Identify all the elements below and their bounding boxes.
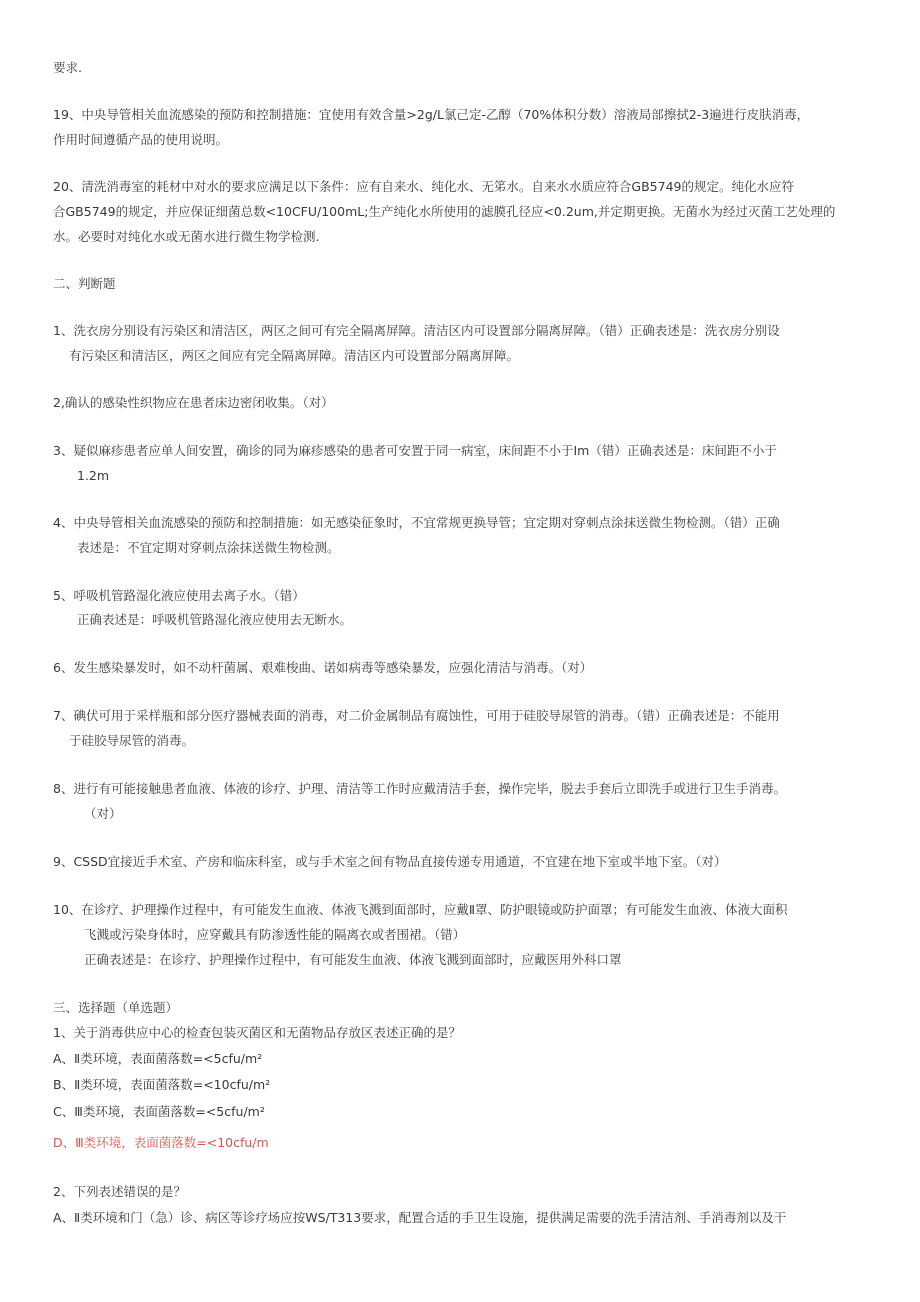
fill-item-20-line-2: 合GB5749的规定，并应保证细菌总数<10CFU/100mL;生产纯化水所使用的滤膜孔径应<0.2um,并定期更换。无菌水为经过灭菌工艺处理的 [53, 204, 836, 219]
tf-item-1-line-2: 有污染区和清洁区，两区之间应有完全隔离屏障。清洁区内可设置部分隔离屏障。 [69, 348, 520, 363]
mc-question-1-option-b: B、Ⅱ类环境，表面菌落数=<10cfu/m² [53, 1077, 271, 1092]
tf-item-7-line-1: 7、碘伏可用于采样瓶和部分医疗器械表面的消毒，对二价金属制品有腐蚀性，可用于硅胶导尿管的消毒。（错）正确表述是：不能用 [53, 708, 780, 723]
mc-question-2-option-a: A、Ⅱ类环境和门（急）诊、病区等诊疗场应按WS/T313要求，配置合适的手卫生设施，提供满足需要的洗手清洁剂、手消毒剂以及干 [53, 1210, 787, 1225]
mc-question-1-option-d-answer: D、Ⅲ类环境，表面菌落数=<10cfu/m [53, 1135, 269, 1150]
tf-item-8-line-2: （对） [84, 806, 122, 821]
section-title-true-false: 二、判断题 [53, 276, 116, 291]
tf-item-9-line-1: 9、CSSD宜接近手术室、产房和临床科室，或与手术室之间有物品直接传递专用通道，不宜建在地下室或半地下室。（对） [53, 854, 727, 869]
tf-item-8-line-1: 8、进行有可能接触患者血液、体液的诊疗、护理、清洁等工作时应戴清洁手套，操作完毕，脱去手套后立即洗手或进行卫生手消毒。 [53, 781, 786, 796]
tf-item-4-line-1: 4、中央导管相关血流感染的预防和控制措施：如无感染征象时，不宜常规更换导管；宜定期对穿刺点涂抹送微生物检测。（错）正确 [53, 515, 780, 530]
fill-item-19-line-1: 19、中央导管相关血流感染的预防和控制措施：宜使用有效含量>2g/L氯己定-乙醇（70%体积分数）溶液局部擦拭2-3遍进行皮肤消毒， [53, 107, 810, 122]
mc-question-1: 1、关于消毒供应中心的检查包装灭菌区和无菌物品存放区表述正确的是？ [53, 1025, 461, 1040]
section-title-multiple-choice: 三、选择题（单选题） [53, 1000, 179, 1015]
tf-item-5-line-1: 5、呼吸机管路湿化液应使用去离子水。（错） [53, 588, 305, 603]
intro-tail: 要求. [53, 60, 82, 75]
tf-item-5-line-2: 正确表述是：呼吸机管路湿化液应使用去无断水。 [77, 612, 353, 627]
tf-item-1-line-1: 1、洗衣房分别设有污染区和清洁区，两区之间可有完全隔离屏障。清洁区内可设置部分隔离屏障。（错）正确表述是：洗衣房分别设 [53, 323, 780, 338]
tf-item-3-line-2: 1.2m [77, 468, 110, 483]
tf-item-10-line-2: 飞溅或污染身体时，应穿戴具有防渗透性能的隔离衣或者围裙。（错） [84, 927, 466, 942]
tf-item-2-line-1: 2,确认的感染性织物应在患者床边密闭收集。（对） [53, 395, 334, 410]
tf-item-7-line-2: 于硅胶导尿管的消毒。 [69, 733, 195, 748]
tf-item-10-line-3: 正确表述是：在诊疗、护理操作过程中，有可能发生血液、体液飞溅到面部时，应戴医用外科口罩 [84, 952, 622, 967]
tf-item-4-line-2: 表述是：不宜定期对穿刺点涂抹送微生物检测。 [77, 540, 340, 555]
fill-item-20-line-3: 水。必要时对纯化水或无菌水进行微生物学检测. [53, 229, 320, 244]
tf-item-3-line-1: 3、疑似麻疹患者应单人间安置，确诊的同为麻疹感染的患者可安置于同一病室，床间距不小于Im（错）正确表述是：床间距不小于 [53, 443, 777, 458]
fill-item-19-line-2: 作用时间遵循产品的使用说明。 [53, 132, 229, 147]
tf-item-10-line-1: 10、在诊疗、护理操作过程中，有可能发生血液、体液飞溅到面部时，应戴Ⅱ罩、防护眼镜或防护面罩；有可能发生血液、体液大面积 [53, 902, 788, 917]
mc-question-2: 2、下列表述错误的是？ [53, 1184, 186, 1199]
mc-question-1-option-a: A、Ⅱ类环境，表面菌落数=<5cfu/m² [53, 1051, 263, 1066]
mc-question-1-option-c: C、Ⅲ类环境，表面菌落数=<5cfu/m² [53, 1104, 265, 1119]
tf-item-6-line-1: 6、发生感染暴发时，如不动杆菌属、艰难梭曲、诺如病毒等感染暴发，应强化清洁与消毒。（对） [53, 660, 593, 675]
fill-item-20-line-1: 20、清洗消毒室的耗材中对水的要求应满足以下条件：应有自来水、纯化水、无笫水。自来水水质应符合GB5749的规定。纯化水应符 [53, 179, 794, 194]
